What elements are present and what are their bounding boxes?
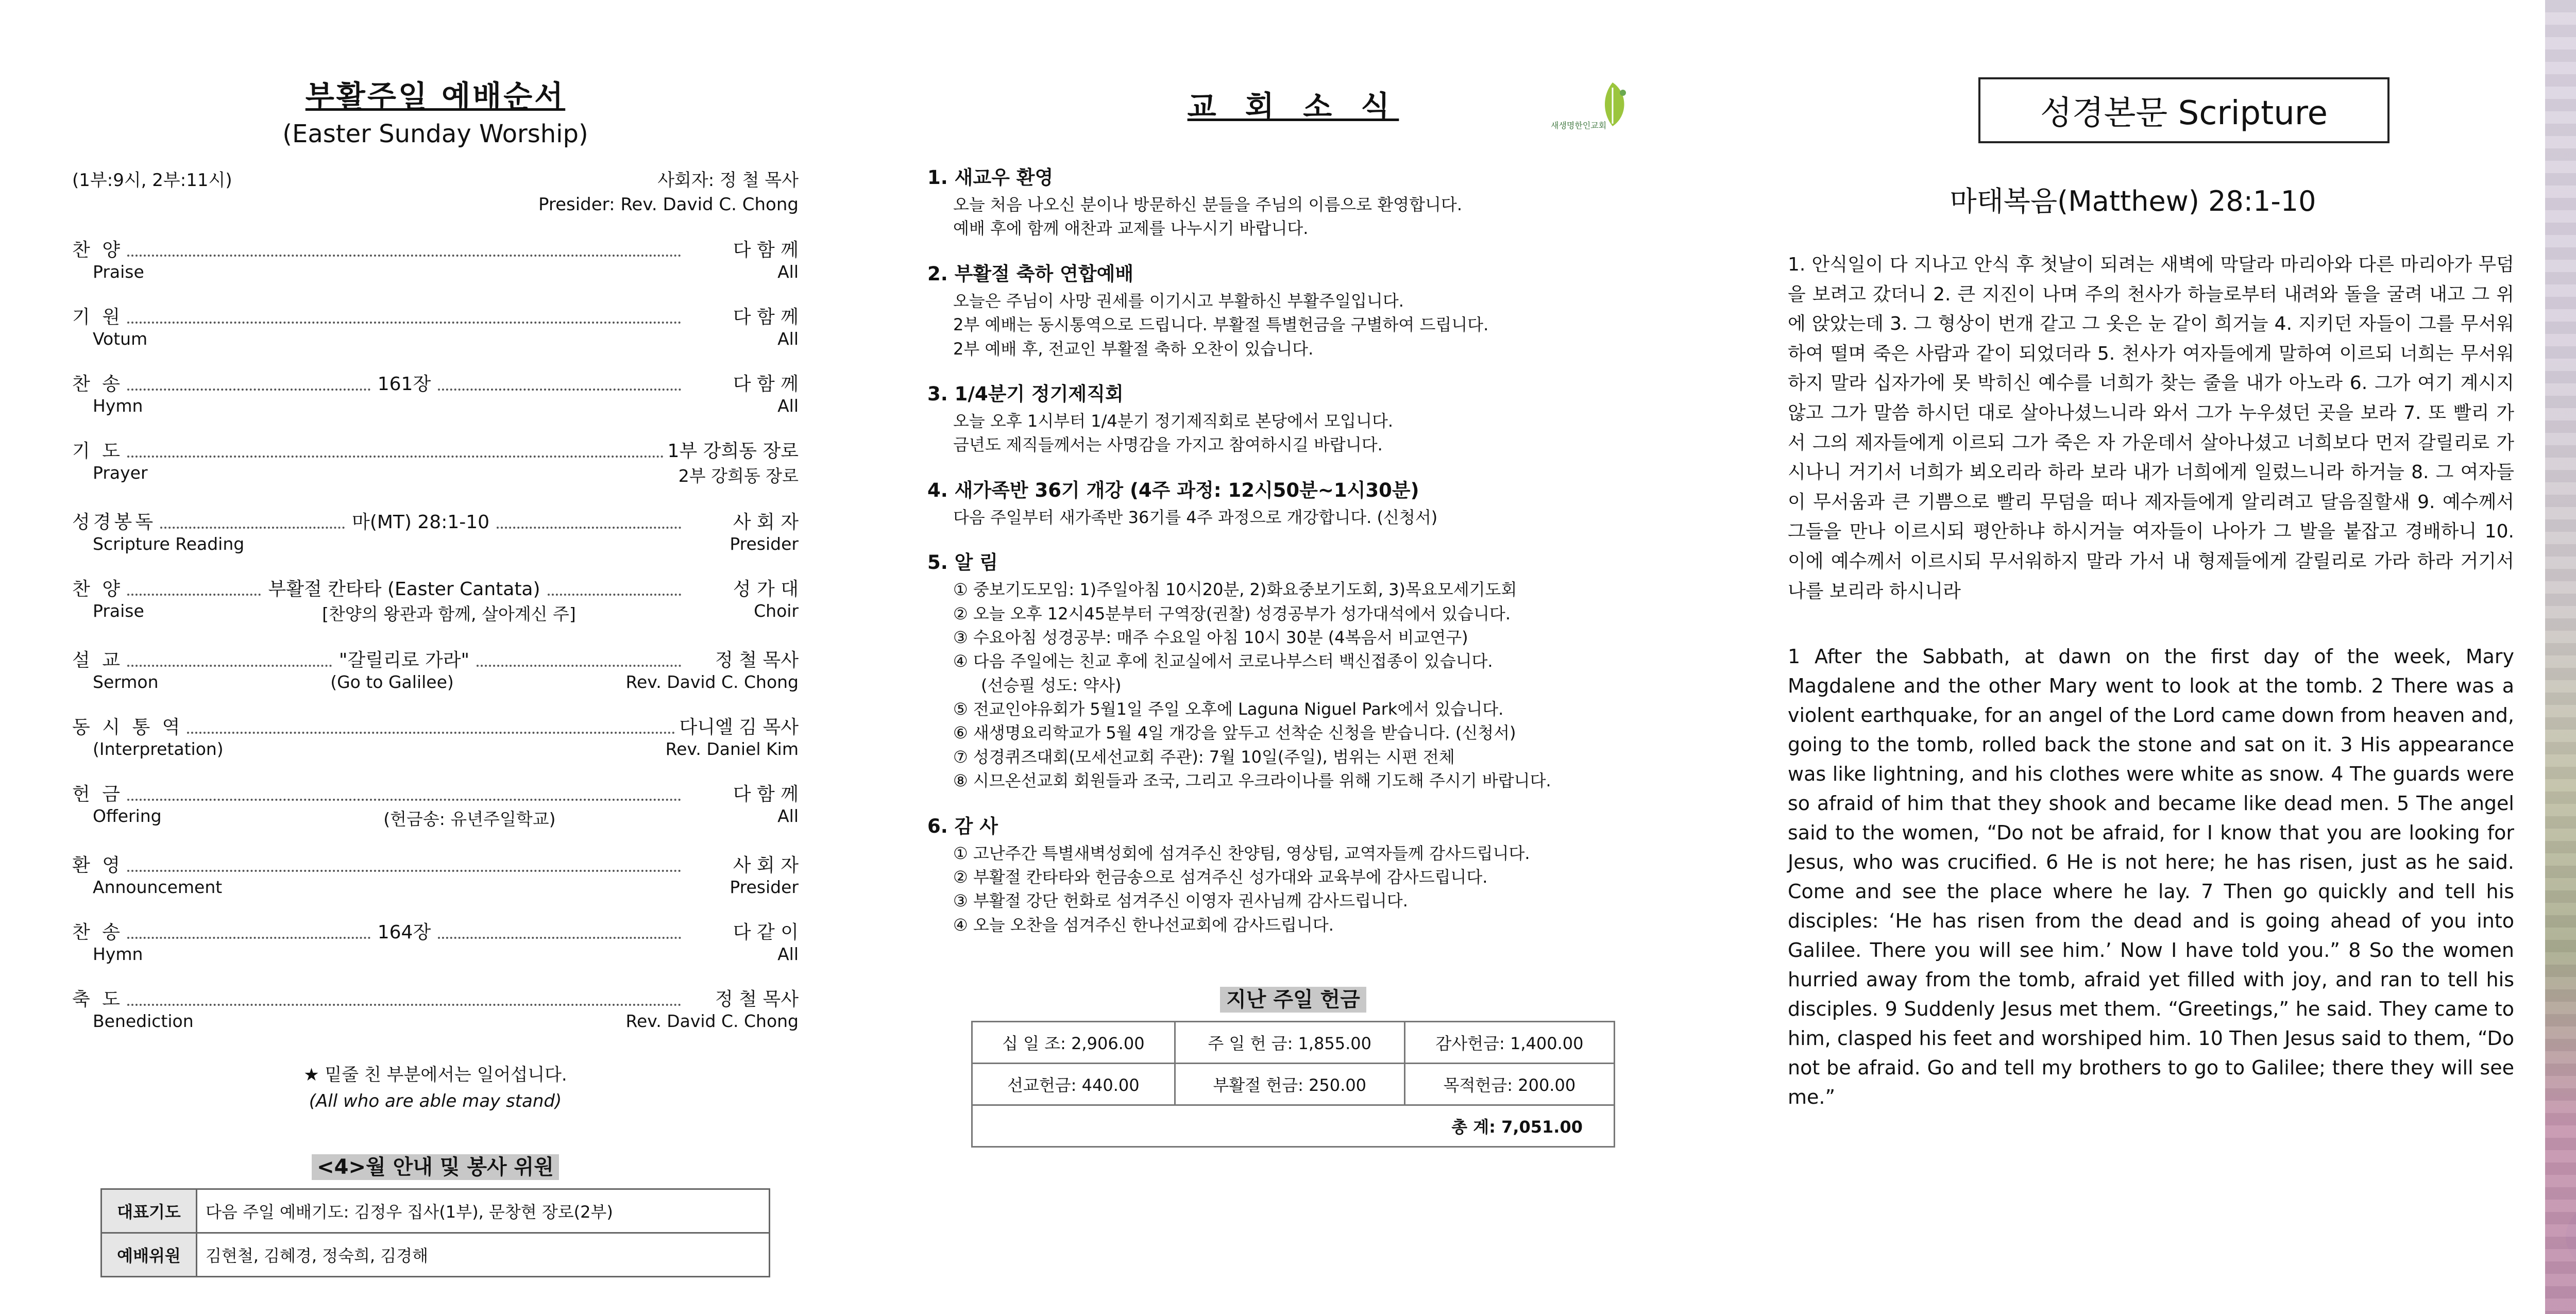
news-line: ① 고난주간 특별새벽성회에 섬겨주신 찬양팀, 영상팀, 교역자들께 감사드립니다. — [953, 843, 1530, 863]
worship-item-ko: 기 도 — [72, 441, 123, 462]
news-section — [927, 258, 1659, 361]
worship-item-en-line — [72, 944, 799, 964]
worship-item-detail: 164장 — [377, 922, 431, 943]
worship-item-ko: 성경봉독 — [72, 512, 157, 533]
worship-item — [72, 851, 799, 897]
worship-item-en-leader: Presider — [730, 534, 799, 554]
worship-item-leader: 다 같 이 — [733, 922, 799, 943]
worship-item-en: Praise — [93, 262, 144, 282]
worship-item-leader: 다 함 께 — [733, 784, 799, 805]
dot-leader — [127, 389, 370, 391]
worship-item — [72, 646, 799, 692]
worship-item — [72, 713, 799, 759]
news-section-title: 6. 감 사 — [927, 815, 998, 837]
worship-item-en-line — [72, 806, 799, 830]
worship-item-line — [72, 851, 799, 877]
church-news-panel — [850, 0, 1700, 1314]
worship-item-en-detail: (Go to Galilee) — [330, 672, 454, 692]
dot-leader — [477, 665, 681, 667]
worship-item-en-line — [72, 739, 799, 759]
news-line: 2부 예배 후, 전교인 부활절 축하 오찬이 있습니다. — [953, 339, 1314, 359]
worship-item-en-detail — [194, 1011, 626, 1031]
table-cell: 목적헌금: 200.00 — [1404, 1064, 1614, 1105]
dot-leader — [127, 937, 370, 939]
worship-item — [72, 985, 799, 1031]
worship-item-en-detail — [244, 534, 730, 554]
table-cell-label: 대표기도 — [101, 1189, 197, 1233]
dot-leader — [127, 870, 681, 872]
news-line: 2부 예배는 동시통역으로 드립니다. 부활절 특별헌금을 구별하여 드립니다. — [953, 315, 1489, 335]
worship-item-en-detail — [143, 396, 777, 416]
worship-item-en: Scripture Reading — [93, 534, 245, 554]
news-line: ④ 다음 주일에는 친교 후에 친교실에서 코로나부스터 백신접종이 있습니다. — [953, 651, 1493, 671]
table-cell-label: 예배위원 — [101, 1233, 197, 1277]
worship-item-line — [72, 575, 799, 601]
worship-item-line — [72, 918, 799, 944]
news-line: 다음 주일부터 새가족반 36기를 4주 과정으로 개강합니다. (신청서) — [953, 507, 1438, 527]
worship-item-line — [72, 985, 799, 1011]
scripture-box-title: 성경본문 Scripture — [1978, 77, 2389, 143]
news-section-body — [927, 578, 1659, 793]
worship-item-en-detail: (헌금송: 유년주일학교) — [383, 809, 556, 829]
worship-item-line — [72, 646, 799, 672]
worship-item-en: (Interpretation) — [93, 739, 224, 759]
news-line: ③ 수요아침 성경공부: 매주 수요일 아침 10시 30분 (4복음서 비교연구) — [953, 627, 1468, 647]
worship-item-en-leader: All — [777, 396, 799, 416]
cover-the-world — [2545, 139, 2576, 265]
worship-title: 부활주일 예배순서 — [305, 79, 566, 114]
church-logo-text: 새생명한인교회 — [1551, 121, 1607, 130]
worship-item-en-detail — [144, 262, 777, 282]
table-row — [972, 1022, 1615, 1064]
table-cell: 주 일 헌 금: 1,855.00 — [1175, 1022, 1404, 1064]
worship-item-leader: 사 회 자 — [733, 512, 799, 533]
news-section — [927, 811, 1659, 937]
service-committee-title-wrap — [72, 1151, 799, 1180]
news-section-body — [927, 409, 1659, 457]
worship-item-en: Announcement — [93, 877, 223, 897]
worship-item-ko: 찬 송 — [72, 922, 123, 943]
news-line: ⑥ 새생명요리학교가 5월 4일 개강을 앞두고 선착순 신청을 받습니다. (신청서) — [953, 723, 1516, 743]
table-cell: 선교헌금: 440.00 — [972, 1064, 1175, 1105]
worship-item-en: Praise — [93, 601, 144, 621]
news-section — [927, 547, 1659, 793]
news-section-title: 4. 새가족반 36기 개강 (4주 과정: 12시50분~1시30분) — [927, 479, 1419, 501]
news-line: 오늘 오후 1시부터 1/4분기 정기제직회로 본당에서 모입니다. — [953, 411, 1394, 431]
table-cell: 김현철, 김혜경, 정숙희, 김경해 — [197, 1233, 770, 1277]
worship-item-ko: 기 원 — [72, 307, 123, 328]
news-section — [927, 378, 1659, 457]
news-section-body — [927, 193, 1659, 241]
table-cell: 십 일 조: 2,906.00 — [972, 1022, 1175, 1064]
table-cell: 다음 주일 예배기도: 김정우 집사(1부), 문창현 장로(2부) — [197, 1189, 770, 1233]
church-news-header — [927, 77, 1659, 144]
worship-item-en-leader: All — [777, 262, 799, 282]
scripture-panel — [1700, 0, 2550, 1314]
dot-leader — [438, 937, 681, 939]
worship-item-ko: 축 도 — [72, 989, 123, 1010]
table-row — [101, 1233, 770, 1277]
worship-item-en-detail — [222, 877, 730, 897]
worship-item-ko: 찬 송 — [72, 374, 123, 395]
cover-headline — [2545, 46, 2576, 107]
news-line: ⑧ 시므온선교회 회원들과 조국, 그리고 우크라이나를 위해 기도해 주시기 바랍니다. — [953, 771, 1551, 791]
worship-item-detail: 부활절 칸타타 (Easter Cantata) — [268, 579, 540, 600]
table-row — [972, 1064, 1615, 1105]
news-section-title: 2. 부활절 축하 연합예배 — [927, 262, 1134, 285]
church-news-title: 교 회 소 식 — [1187, 89, 1399, 124]
worship-item-en-detail — [148, 463, 679, 487]
news-sections — [927, 162, 1659, 937]
worship-item-leader: 사 회 자 — [733, 855, 799, 876]
news-line: ② 오늘 오후 12시45분부터 구역장(권찰) 성경공부가 성가대석에서 있습니다. — [953, 603, 1511, 624]
worship-item-leader: 정 철 목사 — [715, 989, 799, 1010]
news-line: ⑦ 성경퀴즈대회(모세선교회 주관): 7월 10일(주일), 범위는 시편 전체 — [953, 747, 1455, 767]
worship-item-en-line — [72, 329, 799, 349]
news-line: ② 부활절 칸타타와 헌금송으로 섬겨주신 성가대와 교육부에 감사드립니다. — [953, 867, 1488, 887]
dot-leader — [187, 732, 675, 734]
offering-total: 총 계: 7,051.00 — [972, 1105, 1615, 1147]
worship-item-line — [72, 235, 799, 262]
worship-item-line — [72, 436, 799, 463]
worship-item-leader: 정 철 목사 — [715, 650, 799, 671]
news-line: ④ 오늘 오찬을 섬겨주신 한나선교회에 감사드립니다. — [953, 915, 1334, 935]
worship-item-en-detail — [224, 739, 666, 759]
worship-item-en-leader: 2부 강희동 장로 — [678, 466, 799, 486]
offering-table — [971, 1021, 1615, 1148]
table-row — [972, 1105, 1615, 1147]
service-times: (1부:9시, 2부:11시) — [72, 170, 232, 191]
worship-item-detail: 161장 — [377, 374, 431, 395]
news-line: ⑤ 전교인야유회가 5월1일 주일 오후에 Laguna Niguel Park에서 있습니다. — [953, 699, 1504, 719]
worship-item-line — [72, 369, 799, 396]
news-section-body — [927, 506, 1659, 529]
worship-item-en-leader: Choir — [754, 601, 799, 621]
worship-item-en-leader: Rev. Daniel Kim — [665, 739, 799, 759]
news-section-body — [927, 289, 1659, 361]
worship-item-en: Votum — [93, 329, 148, 349]
scripture-reference: 마태복음(Matthew) 28:1-10 — [1950, 185, 2316, 217]
worship-item-en-leader: All — [777, 806, 799, 826]
worship-item-en-line — [72, 396, 799, 416]
worship-item — [72, 508, 799, 554]
news-section-body — [927, 841, 1659, 937]
news-line: 예배 후에 함께 애찬과 교제를 나누시기 바랍니다. — [953, 218, 1309, 239]
worship-item-en-line — [72, 672, 799, 692]
news-section — [927, 162, 1659, 241]
dot-leader — [438, 389, 681, 391]
worship-item-en-detail — [147, 329, 777, 349]
presider-en: Presider: Rev. David C. Chong — [538, 194, 799, 215]
worship-item-ko: 찬 양 — [72, 240, 123, 261]
worship-item-en: Offering — [93, 806, 162, 826]
worship-item-leader: 1부 강희동 장로 — [667, 441, 799, 462]
worship-item-detail: "갈릴리로 가라" — [338, 650, 470, 671]
stand-note — [72, 1062, 799, 1115]
stand-note-en: (All who are able may stand) — [309, 1091, 562, 1111]
worship-item-ko: 찬 양 — [72, 579, 123, 600]
service-committee-title: <4>월 안내 및 봉사 위원 — [312, 1154, 559, 1180]
worship-item-detail: 마(MT) 28:1-10 — [352, 512, 490, 533]
cover-panel — [2545, 0, 2576, 1314]
worship-item — [72, 575, 799, 625]
presider-ko: 사회자: 정 철 목사 — [657, 170, 799, 191]
worship-item-ko: 환 영 — [72, 855, 123, 876]
stand-note-ko: ★ 밑줄 친 부분에서는 일어섭니다. — [303, 1065, 567, 1085]
news-section-title: 3. 1/4분기 정기제직회 — [927, 382, 1124, 405]
worship-meta — [72, 166, 799, 191]
worship-item-en: Benediction — [93, 1011, 194, 1031]
worship-item — [72, 369, 799, 416]
dot-leader — [127, 665, 332, 667]
worship-item-en: Hymn — [93, 396, 143, 416]
worship-item-en-detail: [찬양의 왕관과 함께, 살아계신 주] — [322, 604, 576, 624]
worship-item-en-line — [72, 1011, 799, 1031]
news-section-title: 5. 알 림 — [927, 551, 998, 574]
worship-items — [72, 235, 799, 1031]
worship-item-en-line — [72, 601, 799, 625]
table-cell: 부활절 헌금: 250.00 — [1175, 1064, 1404, 1105]
worship-item-leader: 다 함 께 — [733, 374, 799, 395]
news-line: ① 중보기도모임: 1)주일아침 10시20분, 2)화요중보기도회, 3)목요모세기도회 — [953, 580, 1517, 600]
worship-item-en-leader: All — [777, 329, 799, 349]
news-section — [927, 475, 1659, 529]
dot-leader — [127, 255, 681, 257]
news-line: 오늘은 주님이 사망 권세를 이기시고 부활하신 부활주일입니다. — [953, 291, 1404, 311]
worship-item-ko: 헌 금 — [72, 784, 123, 805]
dot-leader — [127, 594, 261, 596]
offering-title-wrap — [927, 983, 1659, 1013]
worship-item-en: Prayer — [93, 463, 148, 483]
worship-item-en-line — [72, 534, 799, 554]
dot-leader — [497, 527, 681, 529]
worship-item — [72, 235, 799, 282]
dot-leader — [127, 1004, 681, 1006]
worship-item-en-leader: Presider — [730, 877, 799, 897]
offering-title: 지난 주일 헌금 — [1220, 987, 1366, 1013]
news-line: 금년도 제직들께서는 사명감을 가지고 참여하시길 바랍니다. — [953, 435, 1383, 455]
worship-item-leader: 다 함 께 — [733, 240, 799, 261]
table-row — [101, 1189, 770, 1233]
worship-item-en-leader: Rev. David C. Chong — [625, 1011, 799, 1031]
worship-item-en-leader: All — [777, 944, 799, 964]
news-line: 오늘 처음 나오신 분이나 방문하신 분들을 주님의 이름으로 환영합니다. — [953, 195, 1462, 214]
worship-item — [72, 302, 799, 349]
worship-item — [72, 436, 799, 487]
worship-item-line — [72, 713, 799, 739]
dot-leader — [127, 322, 681, 324]
news-section-title: 1. 새교우 환영 — [927, 166, 1054, 189]
worship-item-ko: 설 교 — [72, 650, 123, 671]
worship-item-en-detail — [143, 944, 777, 964]
worship-item — [72, 780, 799, 830]
worship-item-ko: 동 시 통 역 — [72, 717, 183, 738]
worship-item-en: Hymn — [93, 944, 143, 964]
dot-leader — [127, 456, 664, 458]
news-line: ③ 부활절 강단 헌화로 섬겨주신 이영자 권사님께 감사드립니다. — [953, 891, 1408, 911]
worship-subtitle: (Easter Sunday Worship) — [282, 120, 588, 148]
worship-item-line — [72, 302, 799, 329]
dot-leader — [548, 594, 681, 596]
worship-item-leader: 성 가 대 — [733, 579, 799, 600]
table-cell: 감사헌금: 1,400.00 — [1404, 1022, 1614, 1064]
worship-item-en-leader: Rev. David C. Chong — [625, 672, 799, 692]
worship-item-en-line — [72, 262, 799, 282]
scripture-korean-text: 1. 안식일이 다 지나고 안식 후 첫날이 되려는 새벽에 막달라 마리아와 다른 마리아가 무덤을 보려고 갔더니 2. 큰 지진이 나며 주의 천사가 하늘로부터 내려와 돌을 굴려 내고 그 위에 앉았는데 3. 그 형상이 번개 같고 그 옷은 눈 같이 희거늘 4. 지키던 자들이 그를 무서워하여 떨며 죽은 사람과 같이 되었더라 5. 천사가 여자들에게 말하여 이르되 너희는 무서워하지 말라 십자가에 못 박히신 예수를 너희가 찾는 줄을 내가 아노라 6. 그가 여기 계시지 않고 그가 말씀 하시던 대로 살아나셨느니라 와서 그가 누우셨던 곳을 보라 7. 또 빨리 가서 그의 제자들에게 이르되 그가 죽은 자 가운데서 살아나셨고 너희보다 먼저 갈릴리로 가시나니 거기서 너희가 뵈오리라 하라 보라 내가 너희에게 일렀느니라 하거늘 8. 그 여자들이 무서움과 큰 기쁨으로 빨리 무덤을 떠나 제자들에게 알리려고 달음질할새 9. 예수께서 그들을 만나 이르시되 평안하냐 하시거늘 여자들이 나아가 그 발을 붙잡고 경배하니 10. 이에 예수께서 이르시되 무서워하지 말라 가서 내 형제들에게 갈릴리로 가라 하라 거기서 나를 보리라 하시니라 — [1788, 254, 2514, 602]
order-of-worship-panel — [0, 0, 850, 1314]
worship-item-leader: 다 함 께 — [733, 307, 799, 328]
worship-item-en: Sermon — [93, 672, 159, 692]
worship-item-leader: 다니엘 김 목사 — [679, 717, 799, 738]
church-logo — [1551, 77, 1638, 134]
news-line: (선승필 성도: 약사) — [981, 675, 1122, 695]
worship-item-line — [72, 780, 799, 806]
dot-leader — [160, 527, 345, 529]
worship-item-line — [72, 508, 799, 534]
worship-item-en-line — [72, 463, 799, 487]
dot-leader — [127, 799, 681, 801]
scripture-english-text: 1 After the Sabbath, at dawn on the first day of the week, Mary Magdalene and the other Mary went to look at the tomb. 2 There was a violent earthquake, for an angel of the Lord came down from heaven and, going to the tomb, rolled back the stone and sat on it. 3 His appearance was like lightning, and his clothes were white as snow. 4 The guards were so afraid of him that they shook and became like dead men. 5 The angel said to the women, “Do not be afraid, for I know that you are looking for Jesus, who was crucified. 6 He is not here; he has risen, just as he said. Come and see the place where he lay. 7 Then go quickly and tell his disciples: ‘He has risen from the dead and is going ahead of you into Galilee. There you will see him.’ Now I have told you.” 8 So the women hurried away from the tomb, afraid yet filled with joy, and ran to tell his disciples. 9 Suddenly Jesus met them. “Greetings,” he said. They came to him, clasped his feet and worshiped him. 10 Then Jesus said to them, “Do not be afraid. Go and tell my brothers to go to Galilee; there they will see me.” — [1788, 645, 2514, 1109]
service-committee-table — [100, 1188, 770, 1277]
worship-item-en-line — [72, 877, 799, 897]
worship-item — [72, 918, 799, 964]
